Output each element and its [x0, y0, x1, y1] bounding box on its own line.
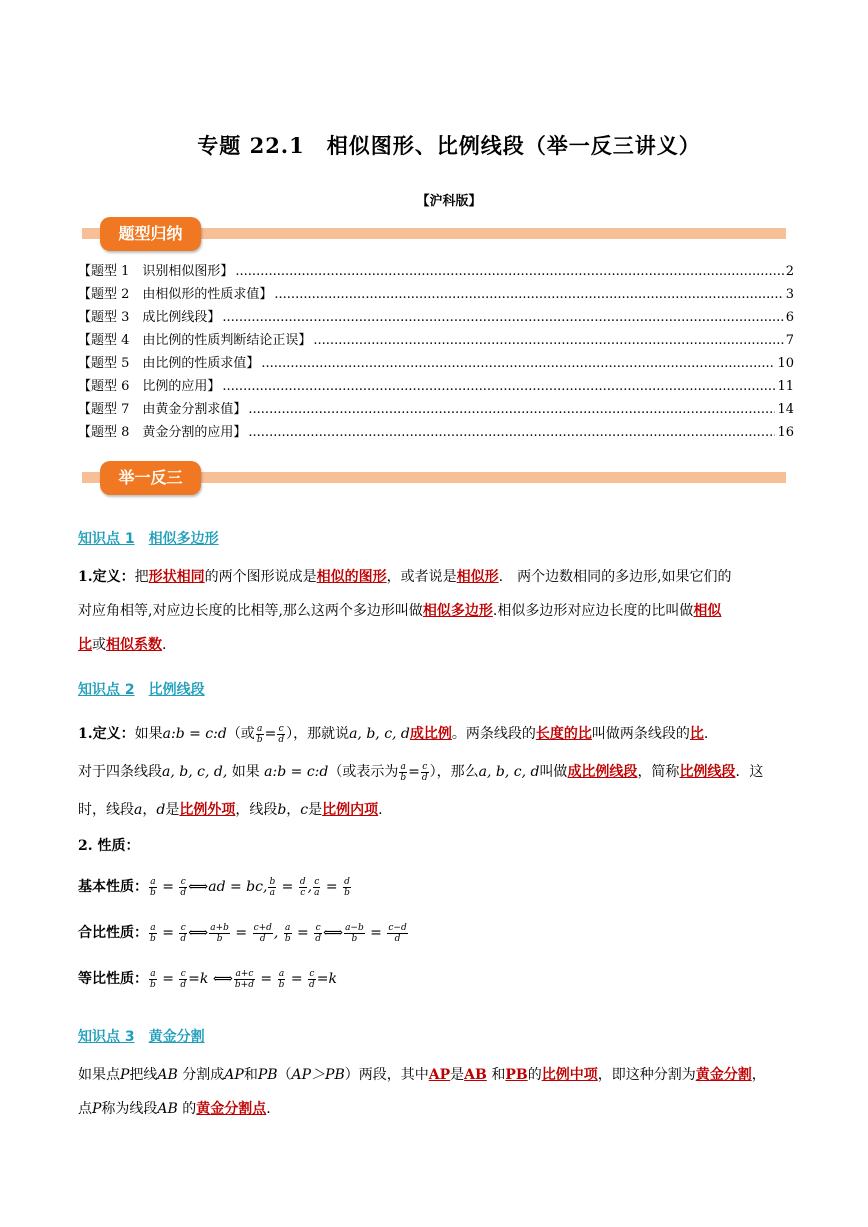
toc-label: 【题型 2 由相似形的性质求值】 [78, 287, 273, 302]
math: a:b = c:d [264, 764, 329, 780]
text: . [378, 802, 383, 818]
toc-leader [248, 398, 775, 421]
kp-title: 相似多边形 [148, 531, 219, 547]
text: （或表示为 [328, 764, 399, 780]
kp3-paragraph [78, 1058, 794, 1126]
keyword: AP [428, 1067, 451, 1083]
keyword: 相似 [693, 603, 722, 619]
text: 的 [527, 1067, 542, 1083]
text: 如果点 [78, 1067, 120, 1083]
text: . [266, 1101, 271, 1117]
math: c [300, 802, 309, 818]
text: .相似多边形对应边长度的比叫做 [492, 603, 694, 619]
property-label: 合比性质： [78, 925, 148, 941]
toc-leader [235, 260, 783, 283]
toc-page: 7 [785, 333, 794, 348]
math: d [156, 802, 166, 818]
text: 的 [177, 1101, 197, 1117]
keyword: 黄金分割 [695, 1067, 752, 1083]
text: 如果 [134, 726, 163, 742]
keyword: 成比例 [409, 726, 452, 742]
toc-item[interactable] [78, 283, 794, 306]
text: ，简称 [637, 764, 680, 780]
section-header-practice: 举一反三 [100, 461, 201, 495]
math: P [92, 1101, 102, 1117]
text: ， [751, 1067, 766, 1083]
toc-leader [222, 306, 783, 329]
text: 时，线段 [78, 802, 134, 818]
math: a [134, 802, 143, 818]
toc-page: 11 [777, 379, 794, 394]
keyword: AB [464, 1067, 487, 1083]
fraction: $\frac{a}{b}$ [400, 761, 407, 783]
toc-leader [248, 421, 775, 444]
math: P [120, 1067, 130, 1083]
section-header-types: 题型归纳 [100, 217, 201, 251]
table-of-contents [78, 260, 794, 444]
toc-label: 【题型 1 识别相似图形】 [78, 264, 234, 279]
text: 如果 [227, 764, 265, 780]
knowledge-point-heading [78, 679, 205, 699]
text: ， [286, 802, 301, 818]
text: 是 [450, 1067, 465, 1083]
keyword: 黄金分割点 [196, 1101, 267, 1117]
text: ），那么 [429, 764, 479, 780]
keyword: 相似系数 [106, 637, 162, 653]
toc-leader [261, 352, 775, 375]
fraction: $\frac{a}{b}$ [256, 723, 263, 745]
math: AB [157, 1101, 178, 1117]
text: ）两段，其中 [344, 1067, 429, 1083]
text: . 两个边数相同的多边形,如果它们的 [498, 569, 732, 585]
text: 。两条线段的 [451, 726, 536, 742]
toc-item[interactable] [78, 260, 794, 283]
keyword: 比 [689, 726, 704, 742]
def-label: 1.定义： [78, 569, 135, 585]
keyword: 相似的图形 [316, 569, 387, 585]
text: 的两个图形说成是 [204, 569, 317, 585]
toc-page: 2 [785, 264, 794, 279]
toc-item[interactable] [78, 329, 794, 352]
keyword: 比例线段 [679, 764, 736, 780]
text: 称为线段 [101, 1101, 158, 1117]
text: . [162, 637, 167, 653]
math: a:b = c:d [162, 726, 227, 742]
toc-label: 【题型 3 成比例线段】 [78, 310, 221, 325]
math: AP＞PB [291, 1067, 345, 1083]
text: 和 [486, 1067, 506, 1083]
toc-page: 10 [777, 356, 794, 371]
text: 或 [92, 637, 106, 653]
keyword: 比例外项 [179, 802, 236, 818]
kp1-paragraph [78, 560, 794, 662]
keyword: 长度的比 [535, 726, 592, 742]
text: ，即这种分割为 [597, 1067, 696, 1083]
toc-page: 14 [777, 402, 794, 417]
page-title: 专题 22.1 相似图形、比例线段（举一反三讲义） [197, 133, 701, 158]
toc-leader [274, 283, 783, 306]
text: （或 [226, 726, 255, 742]
property-label: 等比性质： [78, 971, 148, 987]
basic-property: 基本性质： $\frac{a}{b}$ = $\frac{c}{d}$ ⟺ad = bc, $\frac{b}{a}$ = $\frac{d}{c}$ , $\frac{c}{a}$ = $\frac{d}{b}$ [78, 876, 350, 898]
toc-page: 16 [777, 425, 794, 440]
properties-label: 2. 性质： [78, 838, 140, 854]
text: （ [277, 1067, 292, 1083]
fraction: $\frac{c}{d}$ [278, 723, 285, 745]
toc-item[interactable] [78, 398, 794, 421]
toc-leader [222, 375, 775, 398]
toc-page: 6 [785, 310, 794, 325]
text: 是 [308, 802, 323, 818]
equal-ratio-property: 等比性质： $\frac{a}{b}$ = $\frac{c}{d}$ =k ⟺ $\frac{a+c}{b+d}$ = $\frac{a}{b}$ = $\frac{c}{d}$ =k [78, 968, 338, 990]
math: a, b, c, d [478, 764, 540, 780]
kp-number: 知识点 3 [78, 1029, 135, 1045]
toc-item[interactable] [78, 421, 794, 444]
toc-label: 【题型 4 由比例的性质判断结论正误】 [78, 333, 312, 348]
keyword: 形状相同 [148, 569, 205, 585]
math: AB [157, 1067, 178, 1083]
toc-item[interactable] [78, 375, 794, 398]
toc-page: 3 [785, 287, 794, 302]
kp-title: 黄金分割 [148, 1029, 205, 1045]
text: ，线段 [235, 802, 278, 818]
text: 是 [165, 802, 180, 818]
keyword: 相似多边形 [422, 603, 493, 619]
text: 分割成 [177, 1067, 225, 1083]
text: 点 [78, 1101, 92, 1117]
toc-label: 【题型 5 由比例的性质求值】 [78, 356, 260, 371]
text: 把 [134, 569, 149, 585]
keyword: 相似形 [456, 569, 499, 585]
property-label: 基本性质： [78, 879, 148, 895]
keyword: 比例内项 [322, 802, 379, 818]
text: ），那就说 [286, 726, 350, 742]
text: 叫做 [539, 764, 568, 780]
text: ， [142, 802, 157, 818]
toc-item[interactable] [78, 306, 794, 329]
knowledge-point-heading [78, 1026, 205, 1046]
toc-label: 【题型 8 黄金分割的应用】 [78, 425, 247, 440]
kp-number: 知识点 1 [78, 531, 135, 547]
keyword: PB [505, 1067, 528, 1083]
toc-item[interactable] [78, 352, 794, 375]
knowledge-point-heading [78, 528, 219, 548]
text: 叫做两条线段的 [591, 726, 690, 742]
kp-title: 比例线段 [148, 682, 205, 698]
keyword: 成比例线段 [567, 764, 638, 780]
text: 把线 [129, 1067, 158, 1083]
fraction: $\frac{c}{d}$ [421, 761, 428, 783]
toc-label: 【题型 6 比例的应用】 [78, 379, 221, 394]
text: ．这 [735, 764, 764, 780]
math: a, b, c, d [349, 726, 410, 742]
math: a, b, c, d, [162, 764, 228, 780]
def-label: 1.定义： [78, 726, 135, 742]
math: AP [224, 1067, 244, 1083]
sum-property: 合比性质： $\frac{a}{b}$ = $\frac{c}{d}$ ⟺ $\frac{a+b}{b}$ = $\frac{c+d}{d}$ , $\frac{a}{b}$ = $\frac{c}{d}$ ⟺ $\frac{a-b}{b}$ = $\frac{c-d}{d}$ [78, 922, 407, 944]
math: PB [257, 1067, 278, 1083]
math: b [277, 802, 287, 818]
edition-label: 【沪科版】 [416, 194, 482, 209]
text: . [703, 726, 709, 742]
text: 和 [243, 1067, 258, 1083]
toc-leader [313, 329, 783, 352]
text: ，或者说是 [386, 569, 457, 585]
kp2-paragraph: 1.定义：如果a:b = c:d（或 $\frac{a}{b}$ = $\frac{c}{d}$ ），那就说a, b, c, d成比例。两条线段的长度的比叫做两条线段的比. 对于四条线段a, b, c, d, 如果 a:b = c:d（或表示为 $\frac{a}{b}$ = $\frac{c}{d}$ ），那么a, b, c, d叫做成比例线段，简称比例线段．这 时，线段a，d是比例外项，线段b，c是比例内项. 2. 性质： 基本性质： $\frac{a}{b}$ = $\frac{c}{d}$ ⟺ad = bc, $\frac{b}{a}$ = $\frac{d}{c}$ , $\frac{c}{a}$ = $\frac{d}{b}$ 合比性质： $\frac{a}{b}$ = $\frac{c}{d}$ ⟺ $\frac{a+b}{b}$ = $\frac{c+d}{d}$ , $\frac{a}{b}$ = $\frac{c}{d}$ ⟺ $\frac{a-b}{b}$ = $\frac{c-d}{d}$ 等比性质： $\frac{a}{b}$ = $\frac{c}{d}$ =k ⟺ $\frac{a+c}{b+d}$ = $\frac{a}{b}$ = $\frac{c}{d}$ =k [78, 716, 794, 1002]
toc-label: 【题型 7 由黄金分割求值】 [78, 402, 247, 417]
text: 对于四条线段 [78, 764, 162, 780]
text: 对应角相等,对应边长度的比相等,那么这两个多边形叫做 [78, 603, 423, 619]
keyword: 比 [78, 637, 92, 653]
keyword: 比例中项 [541, 1067, 598, 1083]
kp-number: 知识点 2 [78, 682, 135, 698]
